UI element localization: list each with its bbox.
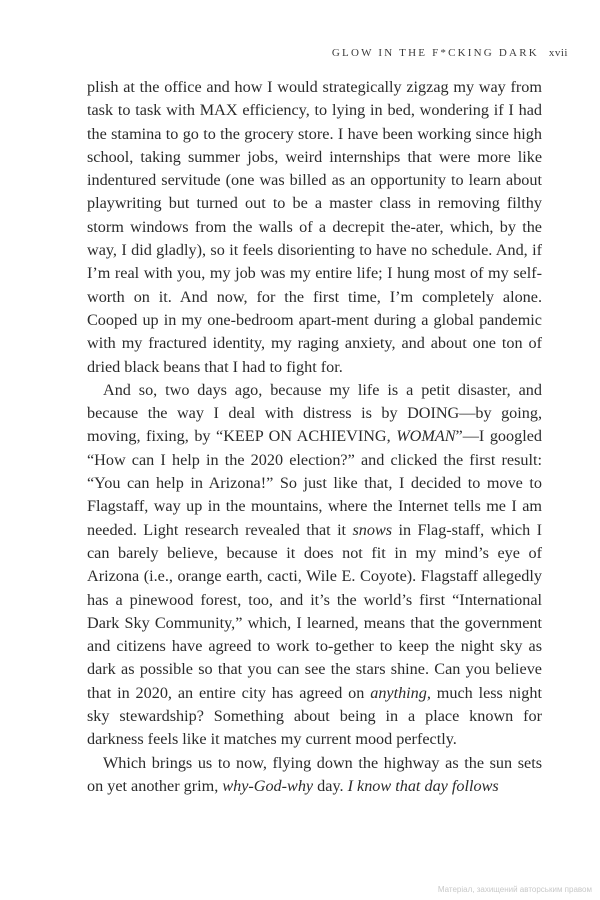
- running-head: [332, 47, 568, 59]
- paragraph-3-text: Which brings us to now, flying down the highway as the sun sets on yet another grim,: [87, 753, 542, 795]
- copyright-watermark: Матеріал, захищений авторським правом: [437, 885, 592, 894]
- paragraph-2: [87, 379, 542, 752]
- emphasis-anything: anything,: [370, 683, 431, 702]
- emphasis-woman: WOMAN: [396, 427, 456, 446]
- emphasis-snows: snows: [352, 520, 393, 539]
- paragraph-2-text: much less night sky stewardship? Something about being in a place known for darkness feels like it matches my current mood perfectly.: [87, 683, 542, 749]
- page-number: xvii: [548, 47, 568, 59]
- body-text: [87, 76, 542, 798]
- running-title: GLOW IN THE F*CKING DARK: [331, 47, 539, 59]
- paragraph-3-text: day.: [313, 776, 348, 795]
- paragraph-2-text: ”—I googled “How can I help in the 2020 election?” and clicked the first result: “You can help in Arizona!” So just like that, I decided to move to Flagstaff, way up in the mountains, where the Internet tells me I am needed. Light research revealed that it: [87, 427, 542, 539]
- paragraph-2-text: And so, two days ago, because my life is a petit disaster, and because the way I deal with distress is by DOING—by going, moving, fixing, by “KEEP ON ACHIEVING,: [87, 380, 542, 446]
- paragraph-2-text: in Flag-staff, which I can barely believe, because it does not fit in my mind’s eye of Arizona (i.e., orange earth, cacti, Wile E. Coyote). Flagstaff allegedly has a pinewood forest, too, and it’s the world’s first “International Dark Sky Community,” which, I learned, means that the government and citizens have agreed to work to-gether to keep the night sky as dark as possible so that you can see the stars shine. Can you believe that in 2020, an entire city has agreed on: [87, 520, 542, 702]
- emphasis-i-know: I know that day follows: [347, 776, 499, 795]
- paragraph-3: [87, 752, 542, 799]
- paragraph-1: plish at the office and how I would strategically zigzag my way from task to task with MAX efficiency, to lying in bed, wondering if I had the stamina to go to the grocery store. I have been working since high school, taking summer jobs, weird internships that were more like indentured servitude (one was billed as an opportunity to learn about playwriting but turned out to be a master class in removing filthy storm windows from the walls of a decrepit the-ater, which, by the way, I did gladly), so it feels disorienting to have no schedule. And, if I’m real with you, my job was my entire life; I hung most of my self-worth on it. And now, for the first time, I’m completely alone. Cooped up in my one-bedroom apart-ment during a global pandemic with my fractured identity, my raging anxiety, and about one ton of dried black beans that I had to fight for.: [87, 78, 542, 376]
- emphasis-why-god-why: why-God-why: [222, 776, 314, 795]
